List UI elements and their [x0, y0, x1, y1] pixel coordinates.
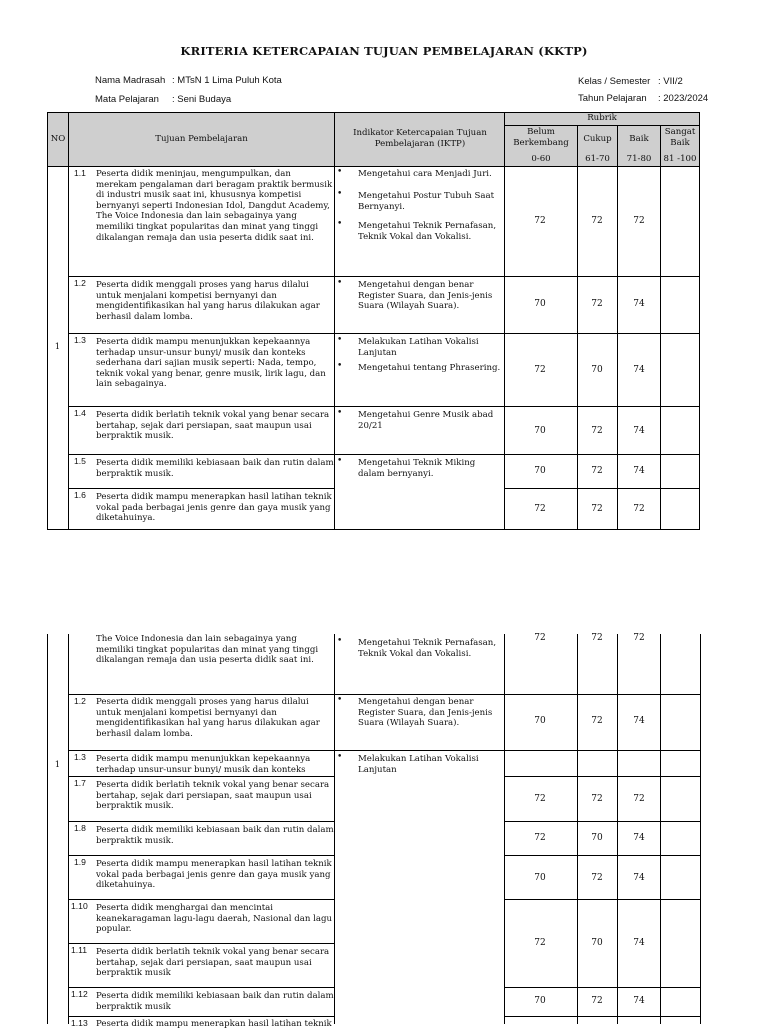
row-number: 1.3 [74, 335, 86, 345]
score-belum: 72 [534, 833, 546, 843]
bullet-icon: • [337, 167, 343, 177]
indikator-text: Melakukan Latihan Vokalisi Lanjutan [358, 337, 479, 358]
score-belum: 70 [534, 873, 546, 883]
score-belum: 70 [534, 299, 546, 309]
indikator-text: Mengetahui Teknik Pernafasan, Teknik Vokal dan Vokalisi. [358, 221, 497, 242]
score-belum: 70 [534, 716, 546, 726]
tujuan-text: Peserta didik mampu menunjukkan kepekaannya terhadap unsur-unsur bunyi/ musik dan konteks sederhana dari sajian musik seperti: Nada, tempo, teknik vokal yang benar, genre musik, lirik lagu, dan lain sebagainya. [96, 337, 326, 390]
tujuan-text: Peserta didik mampu menerapkan hasil latihan teknik [96, 1019, 332, 1029]
score-cukup: 72 [591, 216, 603, 226]
score-baik: 74 [633, 716, 645, 726]
row-number: 1.6 [74, 490, 86, 500]
bullet-icon: • [337, 335, 343, 345]
score-baik: 72 [633, 216, 645, 226]
score-cukup: 72 [591, 466, 603, 476]
row-no: 1 [54, 342, 61, 352]
score-baik: 74 [633, 996, 645, 1006]
score-cukup: 72 [591, 426, 603, 436]
score-baik: 74 [633, 299, 645, 309]
header-cukup: Cukup [583, 134, 612, 144]
tujuan-text: Peserta didik berlatih teknik vokal yang benar secara bertahap, sejak dari persiapan, saat maupun usai berpraktik musik [96, 947, 330, 979]
document-title: KRITERIA KETERCAPAIAN TUJUAN PEMBELAJARAN (KKTP) [180, 44, 588, 58]
indikator-text: Mengetahui Teknik Miking dalam bernyanyi. [358, 458, 476, 479]
row-number: 1.8 [74, 823, 86, 833]
score-cukup: 72 [591, 716, 603, 726]
score-belum: 72 [534, 938, 546, 948]
score-belum: 70 [534, 466, 546, 476]
score-baik: 72 [633, 633, 645, 643]
score-cukup: 70 [591, 365, 603, 375]
bullet-icon: • [337, 408, 343, 418]
row-number: 1.3 [74, 752, 86, 762]
score-cukup: 72 [591, 504, 603, 514]
tujuan-text: Peserta didik berlatih teknik vokal yang benar secara bertahap, sejak dari persiapan, saat maupun usai berpraktik musik. [96, 780, 330, 812]
bullet-icon: • [337, 636, 343, 646]
tujuan-text: Peserta didik mampu menunjukkan kepekaannya terhadap unsur-unsur bunyi/ musik dan konteks [96, 754, 311, 775]
score-belum: 72 [534, 504, 546, 514]
row-no: 1 [54, 760, 61, 770]
header-sangat-range: 81 -100 [663, 154, 697, 164]
indikator-text: Mengetahui Postur Tubuh Saat Bernyanyi. [358, 191, 495, 212]
tujuan-text: Peserta didik memiliki kebiasaan baik dan rutin dalam berpraktik musik. [96, 458, 334, 479]
tujuan-text: Peserta didik mampu menerapkan hasil latihan teknik vokal pada berbagai jenis genre dan gaya musik yang diketahuinya. [96, 492, 332, 524]
score-cukup: 72 [591, 873, 603, 883]
bullet-icon: • [337, 456, 343, 466]
bullet-icon: • [337, 219, 343, 229]
header-cukup-range: 61-70 [585, 154, 610, 164]
row-number: 1.1 [74, 168, 86, 178]
row-number: 1.2 [74, 278, 86, 288]
bullet-icon: • [337, 278, 343, 288]
header-baik-range: 71-80 [626, 154, 652, 164]
score-cukup: 72 [591, 299, 603, 309]
bullet-icon: • [337, 361, 343, 371]
row-number: 1.7 [74, 778, 86, 788]
tahun-value: : 2023/2024 [658, 93, 709, 104]
score-belum: 70 [534, 996, 546, 1006]
tujuan-text: Peserta didik meninjau, mengumpulkan, dan merekam pengalaman dari beragam praktik bermusik di industri musik saat ini, khususnya kompetisi bernyanyi seperti Indonesian Idol, Dangdut Academy, The Voice Indonesia dan lain sebagainya yang memiliki tingkat popularitas dan minat yang tinggi dikalangan remaja dan usia peserta didik saat ini. [96, 169, 333, 243]
header-no: NO [50, 134, 66, 144]
header-sangat: Sangat Baik [664, 127, 696, 148]
indikator-text: Mengetahui cara Menjadi Juri. [358, 169, 492, 179]
score-belum: 70 [534, 426, 546, 436]
header-belum: Belum Berkembang [513, 127, 569, 148]
score-baik: 74 [633, 873, 645, 883]
header-baik: Baik [629, 134, 649, 144]
row-number: 1.5 [74, 456, 86, 466]
score-cukup: 70 [591, 938, 603, 948]
indikator-text: Mengetahui Teknik Pernafasan, Teknik Vokal dan Vokalisi. [358, 638, 497, 659]
header-indikator: Indikator Ketercapaian Tujuan Pembelajaran (IKTP) [353, 128, 487, 149]
score-belum: 72 [534, 794, 546, 804]
indikator-text: Melakukan Latihan Vokalisi Lanjutan [358, 754, 479, 775]
kelas-value: : VII/2 [658, 76, 683, 87]
header-belum-range: 0-60 [531, 154, 551, 164]
tujuan-text: Peserta didik mampu menerapkan hasil latihan teknik vokal pada berbagai jenis genre dan gaya musik yang diketahuinya. [96, 859, 332, 891]
score-baik: 74 [633, 938, 645, 948]
score-baik: 72 [633, 794, 645, 804]
score-cukup: 70 [591, 833, 603, 843]
score-cukup: 72 [591, 996, 603, 1006]
madrasah-value: : MTsN 1 Lima Puluh Kota [172, 75, 282, 86]
tujuan-text: Peserta didik memiliki kebiasaan baik dan rutin dalam berpraktik musik. [96, 825, 334, 846]
score-baik: 74 [633, 426, 645, 436]
indikator-text: Mengetahui dengan benar Register Suara, dan Jenis-jenis Suara (Wilayah Suara). [358, 697, 493, 729]
score-belum: 72 [534, 216, 546, 226]
row-number: 1.4 [74, 408, 86, 418]
tujuan-text: Peserta didik menggali proses yang harus dilalui untuk menjalani kompetisi bernyanyi dan mengidentifikasikan hal yang harus dilakukan agar berhasil dalam lomba. [96, 697, 320, 739]
tujuan-text: Peserta didik memiliki kebiasaan baik dan rutin dalam berpraktik musik [96, 991, 334, 1012]
tujuan-text: Peserta didik menghargai dan mencintai keanekaragaman lagu-lagu daerah, Nasional dan lagu popular. [96, 903, 333, 935]
bullet-icon: • [337, 189, 343, 199]
bullet-icon: • [337, 752, 343, 762]
kelas-label: Kelas / Semester [578, 76, 651, 87]
score-cukup: 72 [591, 633, 603, 643]
score-belum: 72 [534, 365, 546, 375]
indikator-text: Mengetahui Genre Musik abad 20/21 [358, 410, 494, 431]
row-number: 1.9 [74, 857, 86, 867]
indikator-text: Mengetahui dengan benar Register Suara, dan Jenis-jenis Suara (Wilayah Suara). [358, 280, 493, 312]
score-belum: 72 [534, 633, 546, 643]
score-cukup: 72 [591, 794, 603, 804]
row-number: 1.2 [74, 696, 86, 706]
row-number: 1.11 [71, 945, 88, 955]
header-tujuan: Tujuan Pembelajaran [155, 134, 248, 144]
header-rubrik: Rubrik [587, 113, 617, 123]
score-baik: 74 [633, 833, 645, 843]
mapel-label: Mata Pelajaran [95, 94, 159, 105]
row-number: 1.10 [71, 901, 88, 911]
tahun-label: Tahun Pelajaran [578, 93, 647, 104]
score-baik: 74 [633, 365, 645, 375]
tujuan-text: Peserta didik berlatih teknik vokal yang benar secara bertahap, sejak dari persiapan, saat maupun usai berpraktik musik. [96, 410, 330, 442]
row-number: 1.12 [71, 989, 88, 999]
bullet-icon: • [337, 695, 343, 705]
tujuan-text: The Voice Indonesia dan lain sebagainya yang memiliki tingkat popularitas dan minat yang tinggi dikalangan remaja dan usia peserta didik saat ini. [96, 634, 319, 666]
score-baik: 72 [633, 504, 645, 514]
mapel-value: : Seni Budaya [172, 94, 232, 105]
row-number: 1.13 [71, 1018, 88, 1028]
score-baik: 74 [633, 466, 645, 476]
madrasah-label: Nama Madrasah [95, 75, 166, 86]
tujuan-text: Peserta didik menggali proses yang harus dilalui untuk menjalani kompetisi bernyanyi dan mengidentifikasikan hal yang harus dilakukan agar berhasil dalam lomba. [96, 280, 320, 322]
indikator-text: Mengetahui tentang Phrasering. [358, 363, 501, 373]
